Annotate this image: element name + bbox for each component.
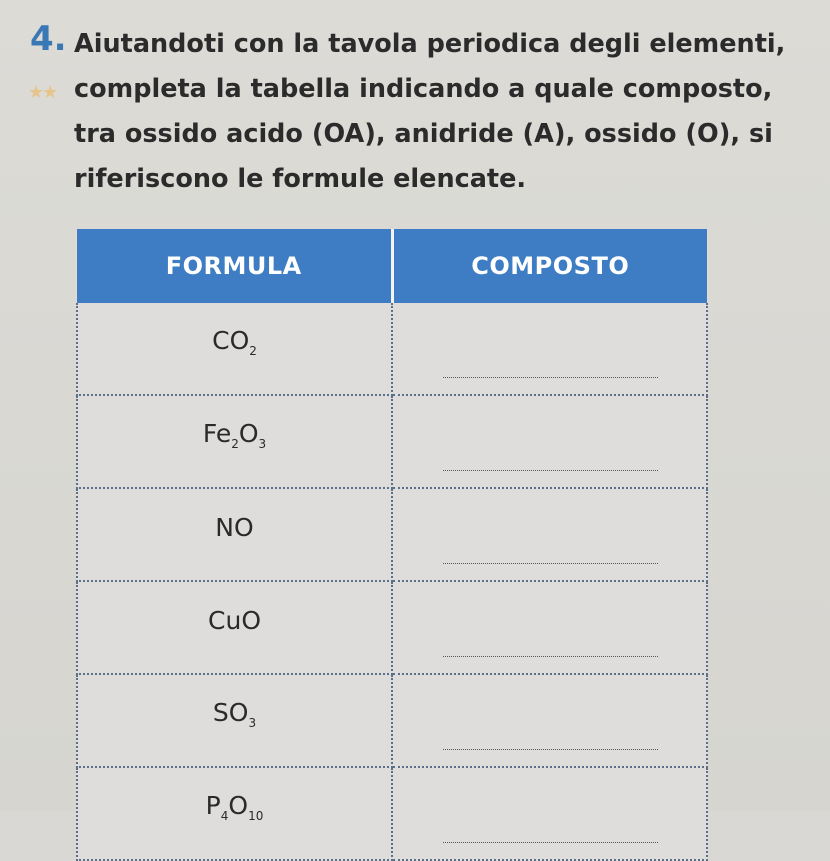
table-row: [77, 303, 707, 395]
answer-blank-line[interactable]: [443, 749, 658, 750]
answer-cell[interactable]: [392, 488, 707, 581]
formula-subscript: 4: [220, 808, 229, 823]
formula-element: O: [238, 418, 259, 448]
formula-cell: [77, 767, 392, 860]
table-row: [77, 488, 707, 581]
formula-element: O: [228, 790, 249, 820]
table-header-row: [77, 229, 707, 303]
formula-cell: [77, 395, 392, 488]
table-row: [77, 581, 707, 674]
formula-element: O: [234, 513, 254, 542]
formula-element: C: [212, 325, 230, 355]
compound-column-header: COMPOSTO: [392, 229, 707, 303]
answer-blank-line[interactable]: [443, 563, 658, 564]
table-row: [77, 395, 707, 488]
compound-table: [76, 229, 708, 861]
formula-subscript: 2: [249, 343, 257, 358]
answer-cell[interactable]: [392, 581, 707, 674]
table-body: [77, 303, 707, 860]
table-row: [77, 767, 707, 860]
compound-table-container: [76, 229, 708, 861]
formula-cell: [77, 303, 392, 395]
exercise-number: 4.: [30, 19, 67, 59]
formula-element: O: [241, 606, 261, 635]
formula-cell: [77, 674, 392, 767]
formula-element: P: [205, 790, 221, 820]
answer-blank-line[interactable]: [443, 470, 658, 471]
difficulty-stars: ★★: [28, 82, 57, 103]
formula-cell: [77, 581, 392, 674]
formula-cell: [77, 488, 392, 581]
formula-element: Fe: [202, 418, 232, 448]
formula-subscript: 2: [231, 436, 239, 451]
formula-subscript: 3: [248, 715, 257, 730]
formula-element: N: [215, 513, 234, 542]
answer-cell[interactable]: [392, 303, 707, 395]
answer-cell[interactable]: [392, 395, 707, 488]
answer-blank-line[interactable]: [443, 842, 658, 843]
formula-element: O: [229, 325, 250, 355]
answer-cell[interactable]: [392, 674, 707, 767]
table-row: [77, 674, 707, 767]
formula-subscript: 10: [248, 808, 264, 823]
formula-subscript: 3: [258, 436, 267, 451]
formula-element: Cu: [208, 606, 242, 635]
answer-blank-line[interactable]: [443, 377, 658, 378]
formula-element: S: [212, 697, 229, 727]
formula-element: O: [228, 697, 249, 727]
exercise-instruction: Aiutandoti con la tavola periodica degli elementi, completa la tabella indicando a quale composto, tra ossido acido (OA), anidride (A), ossido (O), si riferiscono le formule elencate.: [74, 29, 786, 194]
formula-column-header: FORMULA: [77, 229, 392, 303]
answer-cell[interactable]: [392, 767, 707, 860]
answer-blank-line[interactable]: [443, 656, 658, 657]
